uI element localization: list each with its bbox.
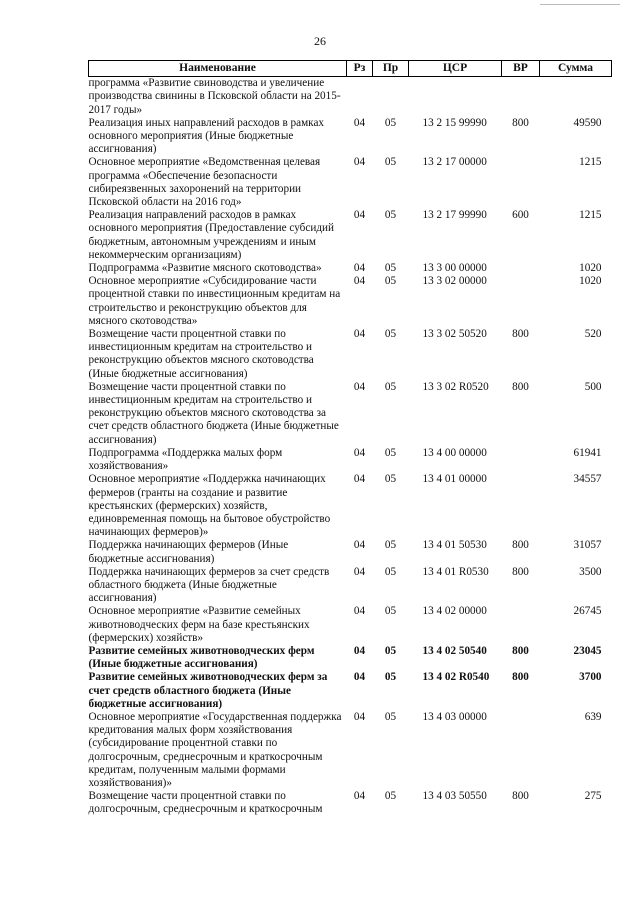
row-vr: 800: [512, 671, 529, 684]
row-sum: 500: [584, 380, 602, 393]
row-rz: 04: [353, 565, 366, 578]
row-pr: 05: [384, 328, 397, 341]
table-row: [89, 381, 612, 447]
row-sum: 61941: [573, 446, 602, 459]
budget-table: [88, 60, 612, 817]
row-sum: 275: [584, 790, 602, 803]
row-name: Реализация направлений расходов в рамках основного мероприятия (Предоставление субсидий бюджетным, автономным учреждениям и иным некоммерческим организациям): [88, 209, 334, 261]
row-pr: 05: [384, 710, 397, 723]
row-vr: 800: [512, 328, 529, 341]
row-pr: 05: [384, 275, 397, 288]
table-row: [89, 209, 612, 262]
row-vr: 800: [512, 380, 529, 393]
table-row: [89, 447, 612, 473]
row-name: Возмещение части процентной ставки по инвестиционным кредитам на строительство и реконструкцию объектов мясного скотоводства за счет средств областного бюджета (Иные бюджетные ассигнования): [88, 380, 339, 446]
row-rz: 04: [353, 209, 366, 222]
row-csr: 13 3 02 00000: [422, 275, 487, 288]
row-pr: 05: [384, 539, 397, 552]
row-rz: 04: [353, 446, 366, 459]
row-pr: 05: [384, 565, 397, 578]
row-csr: [409, 77, 502, 117]
row-rz: 04: [353, 156, 366, 169]
row-pr: [373, 77, 409, 117]
row-rz: 04: [353, 275, 366, 288]
row-sum: 639: [584, 710, 602, 723]
row-csr: 13 4 01 R0530: [422, 565, 489, 578]
row-pr: 05: [384, 156, 397, 169]
row-pr: 05: [384, 473, 397, 486]
table-row: [89, 645, 612, 671]
row-pr: 05: [384, 790, 397, 803]
table-row: [89, 156, 612, 209]
row-rz: 04: [353, 473, 366, 486]
row-csr: 13 3 00 00000: [422, 262, 487, 275]
row-csr: 13 2 17 99990: [422, 209, 487, 222]
row-sum: 1215: [579, 156, 602, 169]
row-csr: 13 2 17 00000: [422, 156, 487, 169]
row-name: Основное мероприятие «Развитие семейных животноводческих ферм на базе крестьянских (фермерских) хозяйств»: [88, 605, 310, 644]
row-pr: 05: [384, 209, 397, 222]
row-name: Возмещение части процентной ставки по инвестиционным кредитам на строительство и реконструкцию объектов мясного скотоводства (Иные бюджетные ассигнования): [88, 328, 314, 380]
row-csr: 13 3 02 50520: [422, 328, 487, 341]
row-rz: 04: [353, 644, 366, 657]
row-csr: 13 3 02 R0520: [422, 380, 489, 393]
header-pr: Пр: [373, 61, 409, 77]
row-pr: 05: [384, 446, 397, 459]
row-sum: 520: [584, 328, 602, 341]
row-vr: 800: [512, 116, 529, 129]
table-row: [89, 539, 612, 565]
row-rz: 04: [353, 605, 366, 618]
row-csr: 13 4 03 50550: [422, 790, 487, 803]
header-name: Наименование: [89, 61, 347, 77]
table-body: [89, 77, 612, 817]
row-sum: 31057: [573, 539, 602, 552]
row-vr: [502, 605, 540, 645]
row-rz: 04: [353, 328, 366, 341]
row-csr: 13 4 02 00000: [422, 605, 487, 618]
row-sum: 3500: [579, 565, 602, 578]
table-row: [89, 328, 612, 381]
table-row: [89, 711, 612, 790]
row-sum: 1020: [579, 262, 602, 275]
table-row: [89, 275, 612, 328]
row-rz: 04: [353, 790, 366, 803]
row-csr: 13 4 02 R0540: [422, 671, 490, 684]
row-name: Основное мероприятие «Государственная поддержка кредитования малых форм хозяйствования (субсидирование процентной ставки по долгосрочным, среднесрочным и краткосрочным кредитам, полученным малыми формами хозяйствования)»: [88, 710, 342, 789]
table-row: [89, 790, 612, 816]
row-vr: [502, 711, 540, 790]
table-row: [89, 566, 612, 606]
table-row: [89, 262, 612, 275]
row-rz: 04: [353, 380, 366, 393]
row-rz: [347, 77, 373, 117]
row-sum: 49590: [573, 116, 602, 129]
row-vr: [502, 262, 540, 275]
row-vr: [502, 447, 540, 473]
row-name: Поддержка начинающих фермеров за счет средств областного бюджета (Иные бюджетные ассигнования): [88, 565, 330, 605]
row-sum: 23045: [573, 644, 602, 657]
row-csr: 13 4 03 00000: [422, 710, 487, 723]
row-pr: 05: [384, 116, 397, 129]
row-rz: 04: [353, 539, 366, 552]
table-header-row: [89, 61, 612, 77]
row-pr: 05: [384, 671, 397, 684]
row-vr: [502, 77, 540, 117]
row-vr: 800: [512, 790, 529, 803]
row-csr: 13 2 15 99990: [422, 116, 487, 129]
row-vr: 800: [512, 644, 529, 657]
header-rz: Рз: [347, 61, 373, 77]
row-csr: 13 4 01 50530: [422, 539, 487, 552]
table-row: [89, 605, 612, 645]
row-rz: 04: [353, 671, 366, 684]
row-sum: 1215: [579, 209, 602, 222]
header-vr: ВР: [502, 61, 540, 77]
row-name: Реализация иных направлений расходов в рамках основного мероприятия (Иные бюджетные ассигнования): [88, 116, 325, 156]
row-name: Подпрограмма «Поддержка малых форм хозяйствования»: [88, 446, 283, 473]
table-row: [89, 473, 612, 539]
row-sum: 34557: [573, 473, 602, 486]
row-name: Возмещение части процентной ставки по долгосрочным, среднесрочным и краткосрочным: [88, 790, 323, 816]
row-csr: 13 4 00 00000: [422, 446, 487, 459]
row-pr: 05: [384, 644, 397, 657]
row-name: Основное мероприятие «Поддержка начинающих фермеров (гранты на создание и развитие крестьянских (фермерских) хозяйств, единовременная помощь на бытовое обустройство начинающих фермеров)»: [88, 473, 331, 539]
table-row: [89, 117, 612, 157]
row-sum: 1020: [579, 275, 602, 288]
row-vr: 600: [512, 209, 529, 222]
row-sum: 3700: [579, 671, 602, 684]
row-name: Поддержка начинающих фермеров (Иные бюджетные ассигнования): [88, 539, 289, 565]
row-name: Развитие семейных животноводческих ферм (Иные бюджетные ассигнования): [88, 644, 315, 671]
scan-edge-line: [540, 4, 620, 5]
header-csr: ЦСР: [409, 61, 502, 77]
table-row: [89, 77, 612, 117]
row-vr: 800: [512, 539, 529, 552]
header-sum: Сумма: [540, 61, 612, 77]
row-vr: 800: [512, 565, 529, 578]
table-row: [89, 671, 612, 711]
row-name: Развитие семейных животноводческих ферм за счет средств областного бюджета (Иные бюджетные ассигнования): [88, 671, 328, 710]
row-name: Подпрограмма «Развитие мясного скотоводства»: [88, 262, 322, 275]
row-vr: [502, 275, 540, 328]
page-number: 26: [314, 34, 326, 48]
row-rz: 04: [353, 116, 366, 129]
row-rz: 04: [353, 710, 366, 723]
row-sum: 26745: [573, 605, 602, 618]
row-pr: 05: [384, 380, 397, 393]
row-sum: [540, 77, 612, 117]
row-csr: 13 4 01 00000: [422, 473, 487, 486]
row-name: Основное мероприятие «Ведомственная целевая программа «Обеспечение безопасности сибиреязвенных захоронений на территории Псковской области на 2016 год»: [88, 156, 321, 209]
row-pr: 05: [384, 605, 397, 618]
row-name: Основное мероприятие «Субсидирование части процентной ставки по инвестиционным кредитам на строительство и реконструкцию объектов для мясного скотоводства»: [88, 275, 341, 327]
row-vr: [502, 473, 540, 539]
row-vr: [502, 156, 540, 209]
row-name: программа «Развитие свиноводства и увеличение производства свинины в Псковской области на 2015-2017 годы»: [88, 77, 341, 116]
row-pr: 05: [384, 262, 397, 275]
row-csr: 13 4 02 50540: [422, 644, 487, 657]
row-rz: 04: [353, 262, 366, 275]
